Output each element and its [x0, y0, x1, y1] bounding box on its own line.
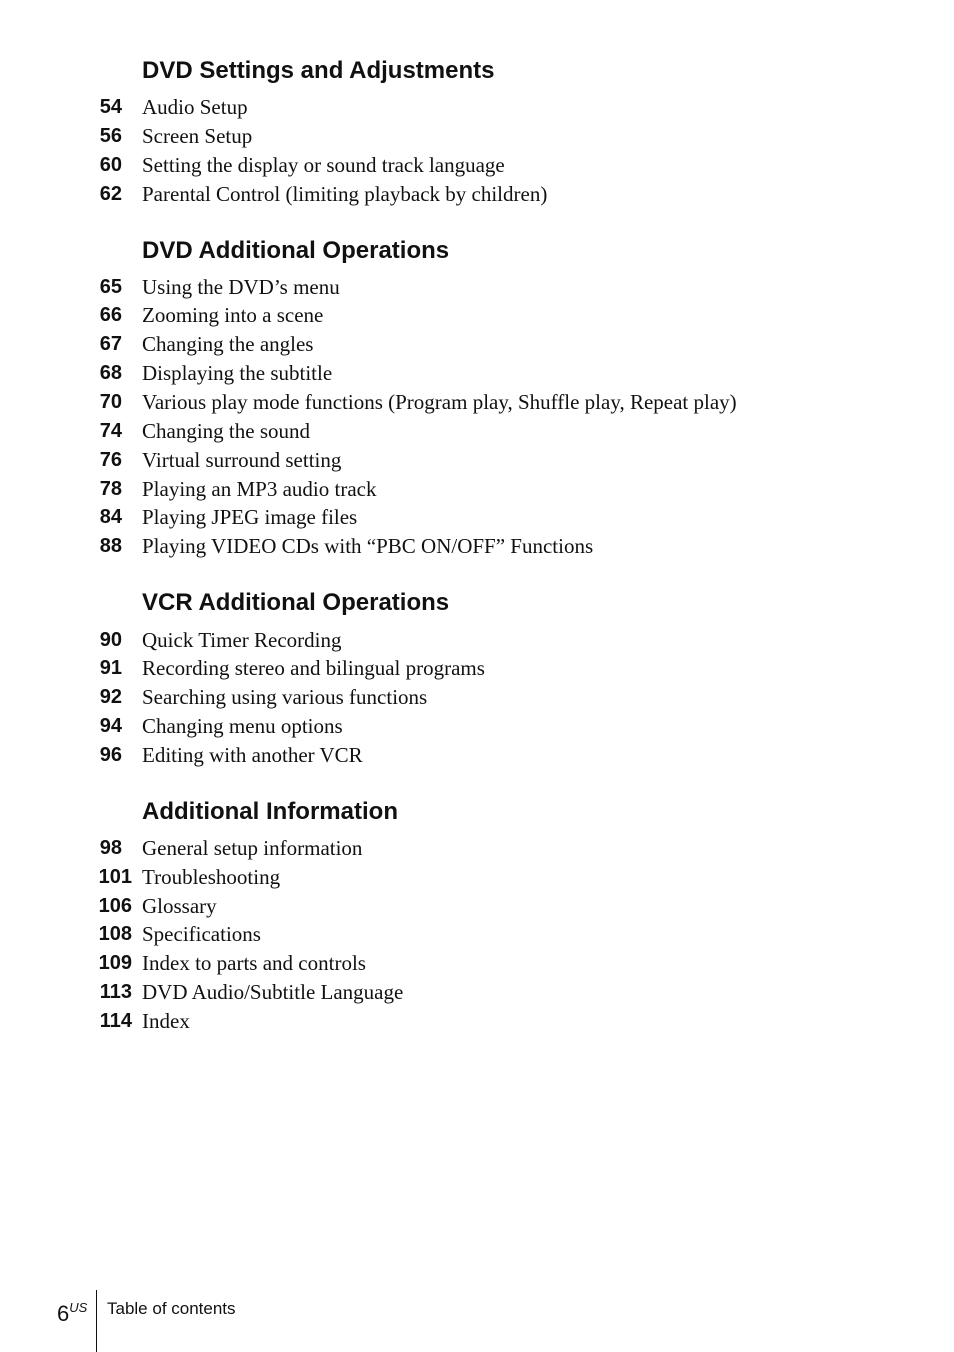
footer-page-suffix: US: [69, 1300, 88, 1315]
toc-page-number: 109: [98, 952, 132, 974]
toc-entry-title: Searching using various functions: [142, 685, 428, 709]
toc-entry[interactable]: [0, 180, 954, 209]
toc-page-number: 114: [99, 1010, 132, 1032]
toc-entry-title: Troubleshooting: [142, 865, 281, 889]
toc-entry-title: General setup information: [142, 836, 363, 860]
toc-page-number: 65: [99, 276, 122, 298]
toc-page-number: 98: [99, 837, 122, 859]
toc-entry-title: Changing the sound: [142, 419, 310, 443]
toc-page-number: 56: [99, 125, 122, 147]
toc-page-number: 68: [99, 362, 122, 384]
toc-entry-title: Zooming into a scene: [142, 303, 324, 327]
toc-entry-title: Playing JPEG image files: [142, 505, 358, 529]
toc-entry-title: Various play mode functions (Program play, Shuffle play, Repeat play): [142, 390, 737, 414]
toc-entry[interactable]: [0, 273, 954, 302]
toc-page-number: 91: [99, 657, 122, 679]
section-heading: DVD Additional Operations: [142, 237, 450, 264]
toc-entry[interactable]: [0, 330, 954, 359]
footer-page-digit: 6: [57, 1301, 70, 1326]
toc-entry[interactable]: [0, 151, 954, 180]
toc-entry[interactable]: [0, 301, 954, 330]
toc-page-number: 54: [99, 96, 122, 118]
toc-entry[interactable]: [0, 122, 954, 151]
toc-entry[interactable]: [0, 949, 954, 978]
toc-entry[interactable]: [0, 920, 954, 949]
toc-entry-title: Quick Timer Recording: [142, 628, 342, 652]
toc-entry-title: Screen Setup: [142, 124, 253, 148]
toc-entry-title: Using the DVD’s menu: [142, 275, 340, 299]
toc-page-number: 92: [99, 686, 122, 708]
toc-page-number: 96: [99, 744, 122, 766]
toc-page-number: 66: [99, 304, 122, 326]
toc-page-number: 70: [99, 391, 122, 413]
toc-entry[interactable]: [0, 654, 954, 683]
toc-entry-title: Setting the display or sound track language: [142, 153, 505, 177]
toc-entry[interactable]: [0, 892, 954, 921]
toc-page-number: 60: [99, 154, 122, 176]
toc-page-number: 62: [99, 183, 122, 205]
toc-entry-title: DVD Audio/Subtitle Language: [142, 980, 404, 1004]
toc-page-number: 74: [99, 420, 122, 442]
toc-page-number: 106: [98, 895, 132, 917]
toc-page-number: 94: [99, 715, 122, 737]
footer-page-number: [57, 1294, 87, 1328]
toc-entry[interactable]: [0, 93, 954, 122]
toc-entry-title: Changing menu options: [142, 714, 343, 738]
toc-entry[interactable]: [0, 532, 954, 561]
toc-page-number: 113: [99, 981, 132, 1003]
toc-entry-title: Glossary: [142, 894, 217, 918]
toc-page-number: 78: [99, 478, 122, 500]
toc-entry-title: Editing with another VCR: [142, 743, 363, 767]
toc-entry[interactable]: [0, 683, 954, 712]
toc-entry[interactable]: [0, 446, 954, 475]
toc-page-number: 88: [99, 535, 122, 557]
toc-entry-title: Playing an MP3 audio track: [142, 477, 377, 501]
toc-entry[interactable]: [0, 475, 954, 504]
toc-entry[interactable]: [0, 978, 954, 1007]
section-heading: VCR Additional Operations: [142, 589, 450, 616]
toc-entry[interactable]: [0, 712, 954, 741]
section-heading: DVD Settings and Adjustments: [142, 57, 495, 84]
toc-entry[interactable]: [0, 741, 954, 770]
footer-divider: [96, 1290, 97, 1352]
toc-entry-title: Changing the angles: [142, 332, 314, 356]
toc-entry[interactable]: [0, 388, 954, 417]
toc-entry[interactable]: [0, 359, 954, 388]
toc-entry[interactable]: [0, 503, 954, 532]
toc-page-number: 84: [99, 506, 122, 528]
toc-page-number: 76: [99, 449, 122, 471]
toc-entry-title: Playing VIDEO CDs with “PBC ON/OFF” Functions: [142, 534, 594, 558]
toc-entry[interactable]: [0, 863, 954, 892]
toc-page-number: 67: [99, 333, 122, 355]
toc-page-number: 90: [99, 629, 122, 651]
toc-entry[interactable]: [0, 1007, 954, 1036]
toc-page-number: 101: [98, 866, 132, 888]
toc-entry-title: Index: [142, 1009, 190, 1033]
toc-entry[interactable]: [0, 417, 954, 446]
toc-entry-title: Virtual surround setting: [142, 448, 342, 472]
toc-entry-title: Specifications: [142, 922, 261, 946]
toc-entry[interactable]: [0, 626, 954, 655]
toc-entry[interactable]: [0, 834, 954, 863]
toc-page-number: 108: [98, 923, 132, 945]
toc-entry-title: Displaying the subtitle: [142, 361, 333, 385]
toc-entry-title: Recording stereo and bilingual programs: [142, 656, 485, 680]
footer-section-label: Table of contents: [107, 1299, 236, 1318]
toc-entry-title: Index to parts and controls: [142, 951, 366, 975]
toc-entry-title: Parental Control (limiting playback by children): [142, 182, 548, 206]
section-heading: Additional Information: [142, 798, 398, 825]
toc-entry-title: Audio Setup: [142, 95, 248, 119]
